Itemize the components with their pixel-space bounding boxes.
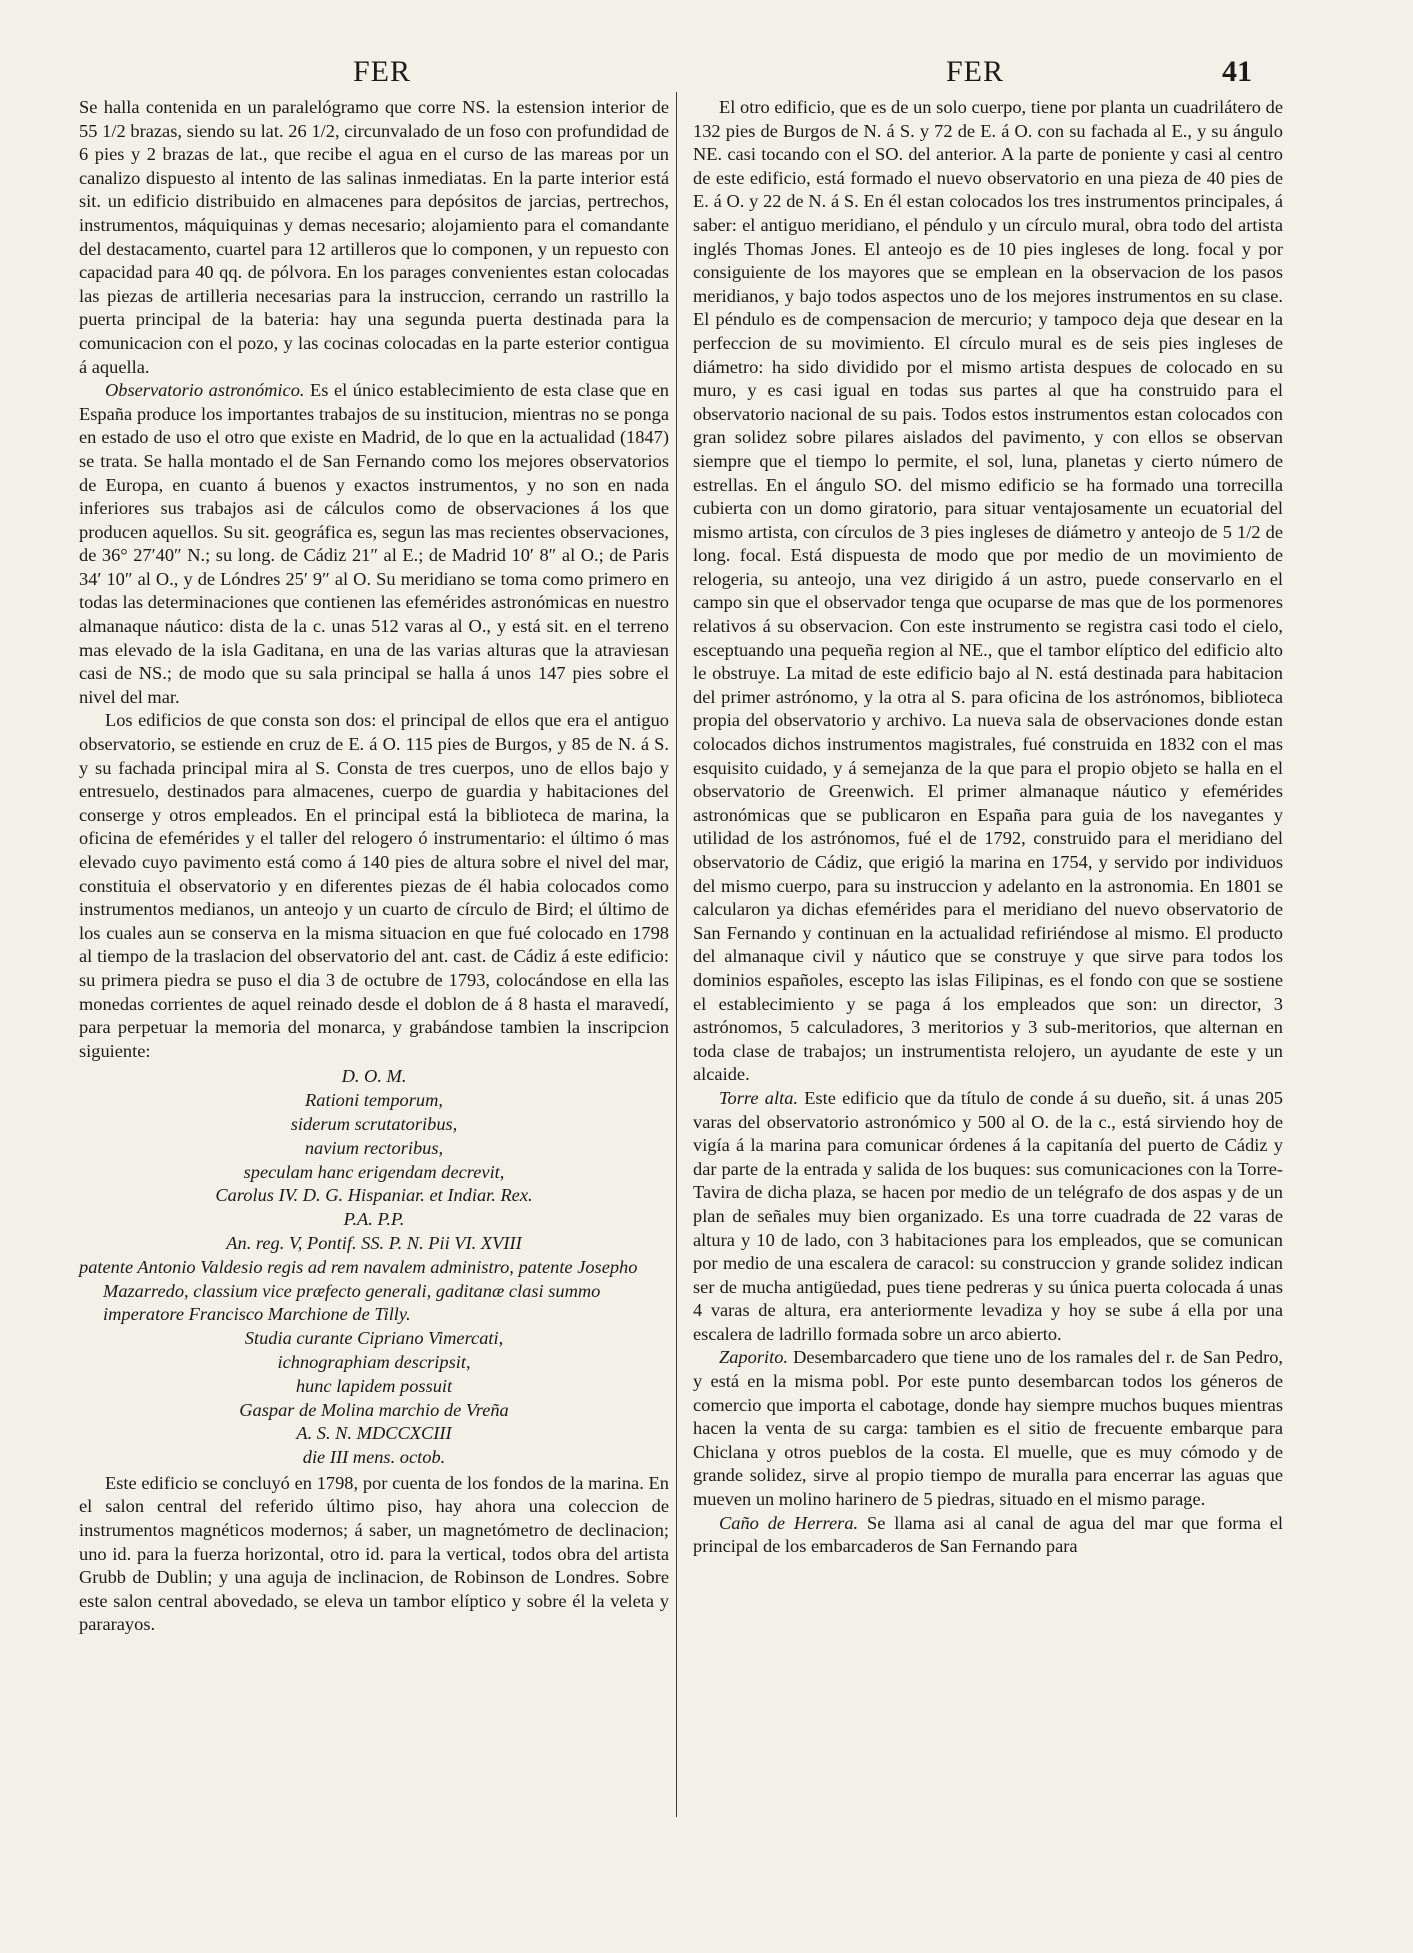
inscription-line: ichnographiam descripsit, (277, 1351, 471, 1372)
entry-heading: Torre alta. (719, 1087, 798, 1108)
running-head-right: FER (946, 55, 1005, 88)
inscription (79, 1065, 669, 1470)
inscription-line: P.A. P.P. (343, 1209, 405, 1230)
entry-heading: Zaporito. (719, 1347, 788, 1368)
entry-heading: Caño de Herrera. (719, 1512, 859, 1533)
inscription-line: Studia curante Cipriano Vimercati, (244, 1328, 504, 1349)
inscription-line: siderum scrutatoribus, (290, 1113, 458, 1134)
column-divider (676, 92, 677, 1817)
paragraph-zaporito (693, 1346, 1283, 1511)
paragraph-cano-de-herrera (693, 1512, 1283, 1559)
paragraph: Este edificio se concluyó en 1798, por cuenta de los fondos de la marina. En el salon central del referido último piso, hay ahora una coleccion de instrumentos magnéticos modernos; á saber, un magnetómetro de declinacion; uno id. para la fuerza horizontal, otro id. para la vertical, todos obra del artista Grubb de Dublin; y una aguja de inclinacion, de Robinson de Londres. Sobre este salon central abovedado, se eleva un tambor elíptico y sobre él la veleta y pararayos. (79, 1472, 669, 1635)
right-column (693, 96, 1283, 1559)
entry-heading: Observatorio astronómico. (105, 380, 305, 401)
page-number: 41 (1222, 55, 1252, 88)
inscription-line: Rationi temporum, (305, 1090, 443, 1111)
inscription-line: D. O. M. (341, 1066, 407, 1087)
inscription-line: An. reg. V, Pontif. SS. P. N. Pii VI. XVIII (226, 1232, 522, 1253)
entry-text: Este edificio que da título de conde á su dueño, sit. á unas 205 varas del observatorio astronómico y 500 al O. de la c., está sirviendo hoy de vigía á la marina para comunicar órdenes á la capitanía del puerto de Cádiz y dar parte de la entrada y salida de los buques: sus comunicaciones con la Torre-Tavira de dicha plaza, se hacen por medio de un telégrafo de dos aspas y de un plan de señales muy bien organizado. Es una torre cuadrada de 22 varas de altura y 10 de lado, con 3 habitaciones para los empleados, que se comunican por medio de una escalera de caracol: su construccion y grande solidez indican ser de mucha antigüedad, pues tiene pedreras y su única puerta colocada á unas 4 varas de altura, era anteriormente levadiza y hoy se sube á ella por una escalera de ladrillo formada sobre un arco abierto. (693, 1087, 1283, 1344)
inscription-line: Carolus IV. D. G. Hispaniar. et Indiar. Rex. (215, 1185, 533, 1206)
inscription-line: navium rectoribus, (304, 1137, 444, 1158)
entry-text: Se llama asi al canal de agua del mar que forma el principal de los embarcaderos de San Fernando para (693, 1512, 1284, 1557)
left-column (79, 96, 669, 1637)
inscription-line: speculam hanc erigendam decrevit, (243, 1161, 505, 1182)
inscription-line: patente Antonio Valdesio regis ad rem navalem administro, patente Josepho Mazarredo, classium vice præfecto generali, gaditanæ clasi summo imperatore Francisco Marchione de Tilly. (79, 1256, 638, 1325)
paragraph: Los edificios de que consta son dos: el principal de ellos que era el antiguo observatorio, se estiende en cruz de E. á O. 115 pies de Burgos, y 85 de N. á S. y su fachada principal mira al S. Consta de tres cuerpos, uno de ellos bajo y entresuelo, destinados para almacenes, cuerpo de guardia y habitaciones del conserge y otros empleados. En el principal está la biblioteca de marina, la oficina de efemérides y el taller del relogero ó instrumentario: el último ó mas elevado cuyo pavimento está como á 140 pies de altura sobre el nivel del mar, constituia el observatorio y en diferentes piezas de él habia colocados como instrumentos medianos, un anteojo y un cuarto de círculo de Bird; el último de los cuales aun se conserva en la misma situacion en que fué colocado en 1798 al tiempo de la traslacion del observatorio del ant. cast. de Cádiz á este edificio: su primera piedra se puso el dia 3 de octubre de 1793, colocándose en ella las monedas corrientes de aquel reinado desde el doblon de á 8 hasta el maravedí, para perpetuar la memoria del monarca, y grabándose tambien la inscripcion siguiente: (79, 710, 669, 1061)
inscription-line: A. S. N. MDCCXCIII (296, 1423, 452, 1444)
paragraph-torre-alta (693, 1087, 1283, 1347)
entry-text: Es el único establecimiento de esta clase que en España produce los importantes trabajos de su institucion, mientras no se ponga en estado de uso el otro que existe en Madrid, de lo que en la actualidad (1847) se trata. Se halla montado el de San Fernando como los mejores observatorios de Europa, en cuanto á buenos y exactos instrumentos, y no son en nada inferiores sus trabajos asi de cálculos como de observaciones á los que producen aquellos. Su sit. geográfica es, segun las mas recientes observaciones, de 36° 27′40″ N.; su long. de Cádiz 21″ al E.; de Madrid 10′ 8″ al O.; de Paris 34′ 10″ al O., y de Lóndres 25′ 9″ al O. Su meridiano se toma como primero en todas las determinaciones que contienen las efemérides astronómicas en nuestro almanaque náutico: dista de la c. unas 512 varas al O., y está sit. en el terreno mas elevado de la isla Gaditana, en una de las varias alturas que la atraviesan casi de NS.; de modo que su sala principal se halla á unos 147 pies sobre el nivel del mar. (79, 380, 669, 707)
inscription-line: hunc lapidem possuit (295, 1375, 453, 1396)
paragraph-observatorio (79, 379, 669, 709)
inscription-line: die III mens. octob. (302, 1447, 446, 1468)
entry-text: Desembarcadero que tiene uno de los ramales del r. de San Pedro, y está en la misma pobl. Por este punto desembarcan todos los géneros de comercio que importa el cabotage, donde hay siempre muchos buques mientras hacen la venta de su carga: tambien es el sitio de frecuente embarque para Chiclana y otros pueblos de la costa. El muelle, que es muy cómodo y de grande solidez, sirve al propio tiempo de muralla para encerrar las aguas que mueven un molino harinero de 5 piedras, situado en el mismo parage. (693, 1347, 1283, 1510)
inscription-line: Gaspar de Molina marchio de Vreña (239, 1399, 509, 1420)
running-head-left: FER (353, 55, 412, 88)
paragraph: El otro edificio, que es de un solo cuerpo, tiene por planta un cuadrilátero de 132 pies de Burgos de N. á S. y 72 de E. á O. con su fachada al E., y su ángulo NE. casi tocando con el SO. del anterior. A la parte de poniente y casi al centro de este edificio, está formado el nuevo observatorio en una pieza de 40 pies de E. á O. y 22 de N. á S. En él estan colocados los tres instrumentos principales, á saber: el antiguo meridiano, el péndulo y un círculo mural, obra todo del artista inglés Thomas Jones. El anteojo es de 10 pies ingleses de long. focal y por consiguiente de los mayores que se emplean en la observacion de los pasos meridianos, y bajo todos aspectos uno de los mejores instrumentos en su clase. El péndulo es de compensacion de mercurio; y tampoco deja que desear en la perfeccion de su movimiento. El círculo mural es de seis pies ingleses de diámetro: ha sido dividido por el mismo artista despues de colocado en su muro, y es casi igual en todas sus partes al que ha construido para el observatorio nacional de su pais. Todos estos instrumentos estan colocados con gran solidez sobre pilares aislados del pavimento, y con ellos se observan siempre que el tiempo lo permite, el sol, luna, planetas y cierto número de estrellas. En el ángulo SO. del mismo edificio se ha formado una torrecilla cubierta con un domo giratorio, para situar ventajosamente un ecuatorial del mismo artista, con círculos de 3 pies ingleses de diámetro y anteojo de 5 1/2 de long. focal. Está dispuesta de modo que por medio de un movimiento de relogeria, su anteojo, una vez dirigido á un astro, puede conservarlo en el campo sin que el observador tenga que ocuparse de mas que de los pormenores relativos á su observacion. Con este instrumento se registra casi todo el cielo, esceptuando una pequeña region al NE., que el tambor elíptico del edificio alto le obstruye. La mitad de este edificio bajo al N. está destinada para habitacion del primer astrónomo, y la otra al S. para oficina de los astrónomos, biblioteca propia del observatorio y archivo. La nueva sala de observaciones donde estan colocados dichos instrumentos magistrales, fué construida en 1832 con el mas esquisito cuidado, y á semejanza de la que para el propio objeto se halla en el observatorio de Greenwich. El primer almanaque náutico y efemérides astronómicas que se publicaron en España para guia de los navegantes y utilidad de los astrónomos, fué el de 1792, construido para el meridiano del observatorio de Cádiz, que erigió la marina en 1754, y servido por individuos del mismo cuerpo, para su instruccion y adelanto en la astronomia. En 1801 se calcularon ya dichas efemérides para el meridiano del nuevo observatorio de San Fernando y continuan en la actualidad refiriéndose al mismo. El producto del almanaque civil y náutico que se construye y que sirve para todos los dominios españoles, escepto las islas Filipinas, es el fondo con que se sostiene el establecimiento y se paga á los empleados que son: un director, 3 astrónomos, 5 calculadores, 3 meritorios y 3 sub-meritorios, que alternan en toda clase de trabajos; un instrumentista relojero, un ayudante de este y un alcaide. (693, 97, 1283, 1085)
paragraph: Se halla contenida en un paralelógramo que corre NS. la estension interior de 55 1/2 brazas, siendo su lat. 26 1/2, circunvalado de un foso con profundidad de 6 pies y 2 brazas de lat., que recibe el agua en el curso de las mareas por un canalizo dispuesto al intento de las salinas inmediatas. En la parte interior está sit. un edificio distribuido en almacenes para depósitos de jarcias, pertrechos, instrumentos, máquiquinas y demas necesario; alojamiento para el comandante del destacamento, cuartel para 12 artilleros que lo componen, y un repuesto con capacidad para 40 qq. de pólvora. En los parages convenientes estan colocadas las piezas de artilleria necesarias para la instruccion, cerrando un rastrillo la puerta principal de la bateria: hay una segunda puerta destinada para la comunicacion con el pozo, y las cocinas colocadas en la parte esterior contigua á aquella. (79, 97, 669, 377)
